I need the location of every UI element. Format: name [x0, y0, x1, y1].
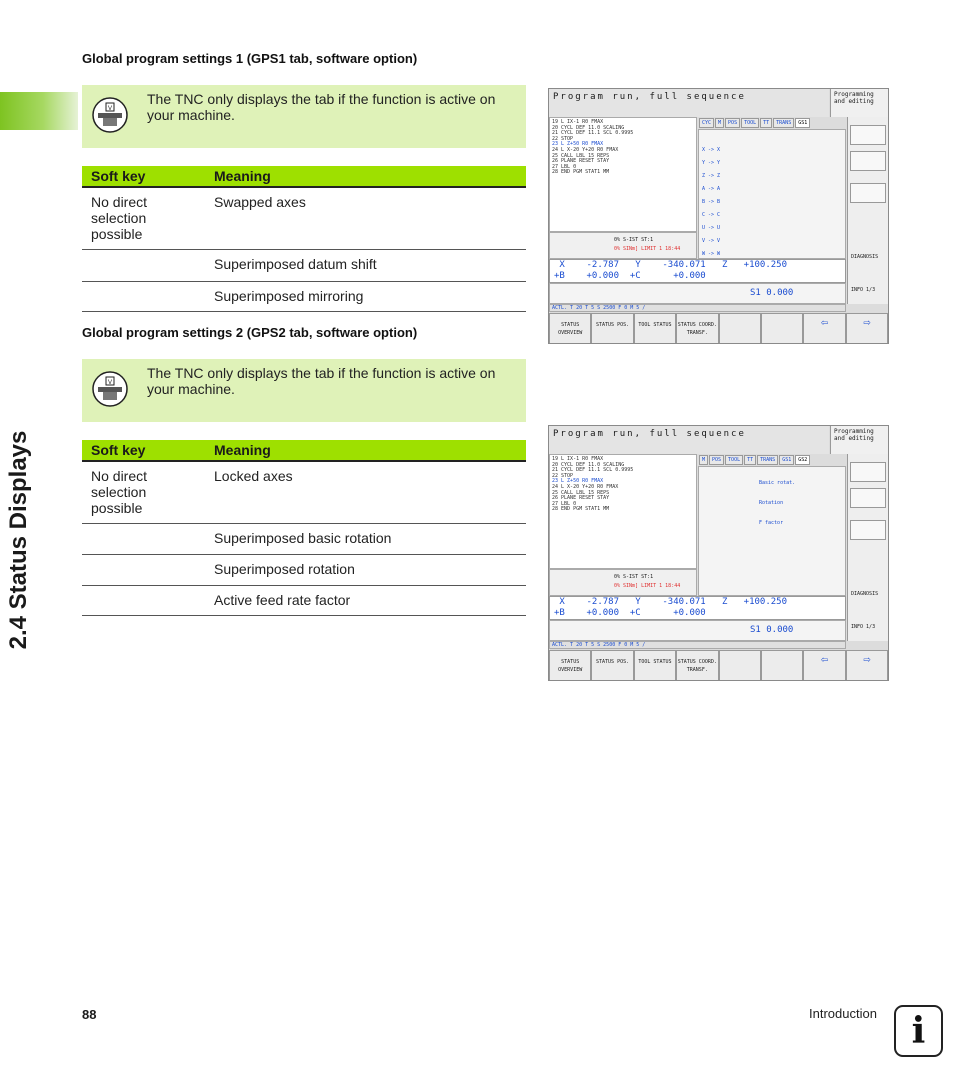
screen-title: Program run, full sequence [549, 89, 829, 117]
softkey[interactable]: STATUS OVERVIEW [549, 313, 591, 344]
softkey-row [549, 313, 888, 344]
machine-side-panel: DIAGNOSIS INFO 1/3 [847, 454, 888, 641]
note-text: The TNC only displays the tab if the function is active on your machine. [147, 91, 496, 123]
side-chapter-title: 2.4 Status Displays [5, 430, 32, 650]
program-listing: 19 L IX-1 R0 FMAX 20 CYCL DEF 11.0 SCALING 21 CYCL DEF 11.1 SCL 0.9995 22 STOP 23 L Z+50 R0 FMAX 24 L X-20 Y+20 R0 FMAX 25 CALL LBL 15 REPS 26 PLANE RESET STAY 27 LBL 0 28 END PGM STAT1 MM [549, 117, 697, 232]
softkey[interactable]: STATUS POS. [591, 313, 633, 344]
softkey[interactable]: STATUS OVERVIEW [549, 650, 591, 681]
section-heading-gps2: Global program settings 2 (GPS2 tab, software option) [82, 325, 418, 340]
page-number: 88 [82, 1007, 97, 1022]
softkey-next[interactable]: ⇨ [846, 650, 888, 681]
status-info: 0% S-IST ST:1 0% SINm] LIMIT 1 18:44 [549, 232, 697, 259]
table-cell [82, 523, 205, 554]
col-softkey: Soft key [82, 166, 205, 187]
softkey[interactable]: TOOL STATUS [634, 650, 676, 681]
note-box-gps1 [82, 85, 526, 148]
status-tabs: M POS TOOL TT TRANS GS1 GS2 [698, 454, 846, 466]
screen-title: Program run, full sequence [549, 426, 829, 454]
status-info: 0% S-IST ST:1 0% SINm] LIMIT 1 18:44 [549, 569, 697, 596]
svg-text:V: V [107, 380, 113, 386]
position-display: X -2.787 Y -340.071 Z +100.250 +B +0.000 +C +0.000 [549, 596, 846, 620]
table-cell: Locked axes [205, 461, 526, 523]
info-icon: i [894, 1005, 943, 1057]
section-heading-gps1: Global program settings 1 (GPS1 tab, software option) [82, 51, 418, 66]
table-cell [82, 585, 205, 615]
table-cell: Active feed rate factor [205, 585, 526, 615]
chapter-name: Introduction [809, 1006, 877, 1021]
softkey-prev[interactable]: ⇦ [803, 650, 845, 681]
mode-label: Programming and editing [830, 426, 888, 454]
chapter-tab-marker [0, 92, 78, 130]
table-cell: Swapped axes [205, 187, 526, 249]
table-cell [82, 281, 205, 311]
softkey[interactable]: STATUS COORD. TRANSF. [676, 650, 718, 681]
col-meaning: Meaning [205, 166, 526, 187]
softkey-next[interactable]: ⇨ [846, 313, 888, 344]
mode-label: Programming and editing [830, 89, 888, 117]
softkey[interactable]: TOOL STATUS [634, 313, 676, 344]
softkey-table-gps2 [82, 440, 526, 616]
program-listing: 19 L IX-1 R0 FMAX 20 CYCL DEF 11.0 SCALING 21 CYCL DEF 11.1 SCL 0.9995 22 STOP 23 L Z+50 R0 FMAX 24 L X-20 Y+20 R0 FMAX 25 CALL LBL 15 REPS 26 PLANE RESET STAY 27 LBL 0 28 END PGM STAT1 MM [549, 454, 697, 569]
softkey[interactable]: STATUS POS. [591, 650, 633, 681]
table-cell [82, 249, 205, 281]
spindle-display: S1 0.000 [549, 283, 846, 304]
machine-side-panel: DIAGNOSIS INFO 1/3 [847, 117, 888, 304]
gps1-panel: X -> X Y -> Y Z -> Z A -> A B -> B C -> C U -> U V -> V W -> W [698, 129, 846, 259]
actual-values-bar: ACTL. T 20 T 5 S 2500 F 0 M 5 / [549, 304, 846, 312]
softkey[interactable] [719, 650, 761, 681]
gps2-panel: Basic rotat. Rotation F factor [698, 466, 846, 596]
table-cell: No direct selection possible [82, 187, 205, 249]
table-cell: Superimposed datum shift [205, 249, 526, 281]
note-box-gps2 [82, 359, 526, 422]
col-softkey: Soft key [82, 440, 205, 461]
table-cell [82, 554, 205, 585]
softkey-table-gps1 [82, 166, 526, 312]
machine-option-icon [92, 97, 128, 133]
table-cell: Superimposed basic rotation [205, 523, 526, 554]
softkey-prev[interactable]: ⇦ [803, 313, 845, 344]
table-cell: Superimposed rotation [205, 554, 526, 585]
softkey[interactable] [719, 313, 761, 344]
table-cell: Superimposed mirroring [205, 281, 526, 311]
spindle-display: S1 0.000 [549, 620, 846, 641]
tnc-screenshot-gps2 [548, 425, 889, 681]
note-text: The TNC only displays the tab if the function is active on your machine. [147, 365, 496, 397]
actual-values-bar: ACTL. T 20 T 5 S 2500 F 0 M 5 / [549, 641, 846, 649]
tnc-screenshot-gps1 [548, 88, 889, 344]
softkey[interactable]: STATUS COORD. TRANSF. [676, 313, 718, 344]
machine-option-icon [92, 371, 128, 407]
softkey-row [549, 650, 888, 681]
status-tabs: CYC M POS TOOL TT TRANS GS1 [698, 117, 846, 129]
softkey[interactable] [761, 313, 803, 344]
col-meaning: Meaning [205, 440, 526, 461]
softkey[interactable] [761, 650, 803, 681]
position-display: X -2.787 Y -340.071 Z +100.250 +B +0.000 +C +0.000 [549, 259, 846, 283]
svg-text:V: V [107, 106, 113, 112]
table-cell: No direct selection possible [82, 461, 205, 523]
